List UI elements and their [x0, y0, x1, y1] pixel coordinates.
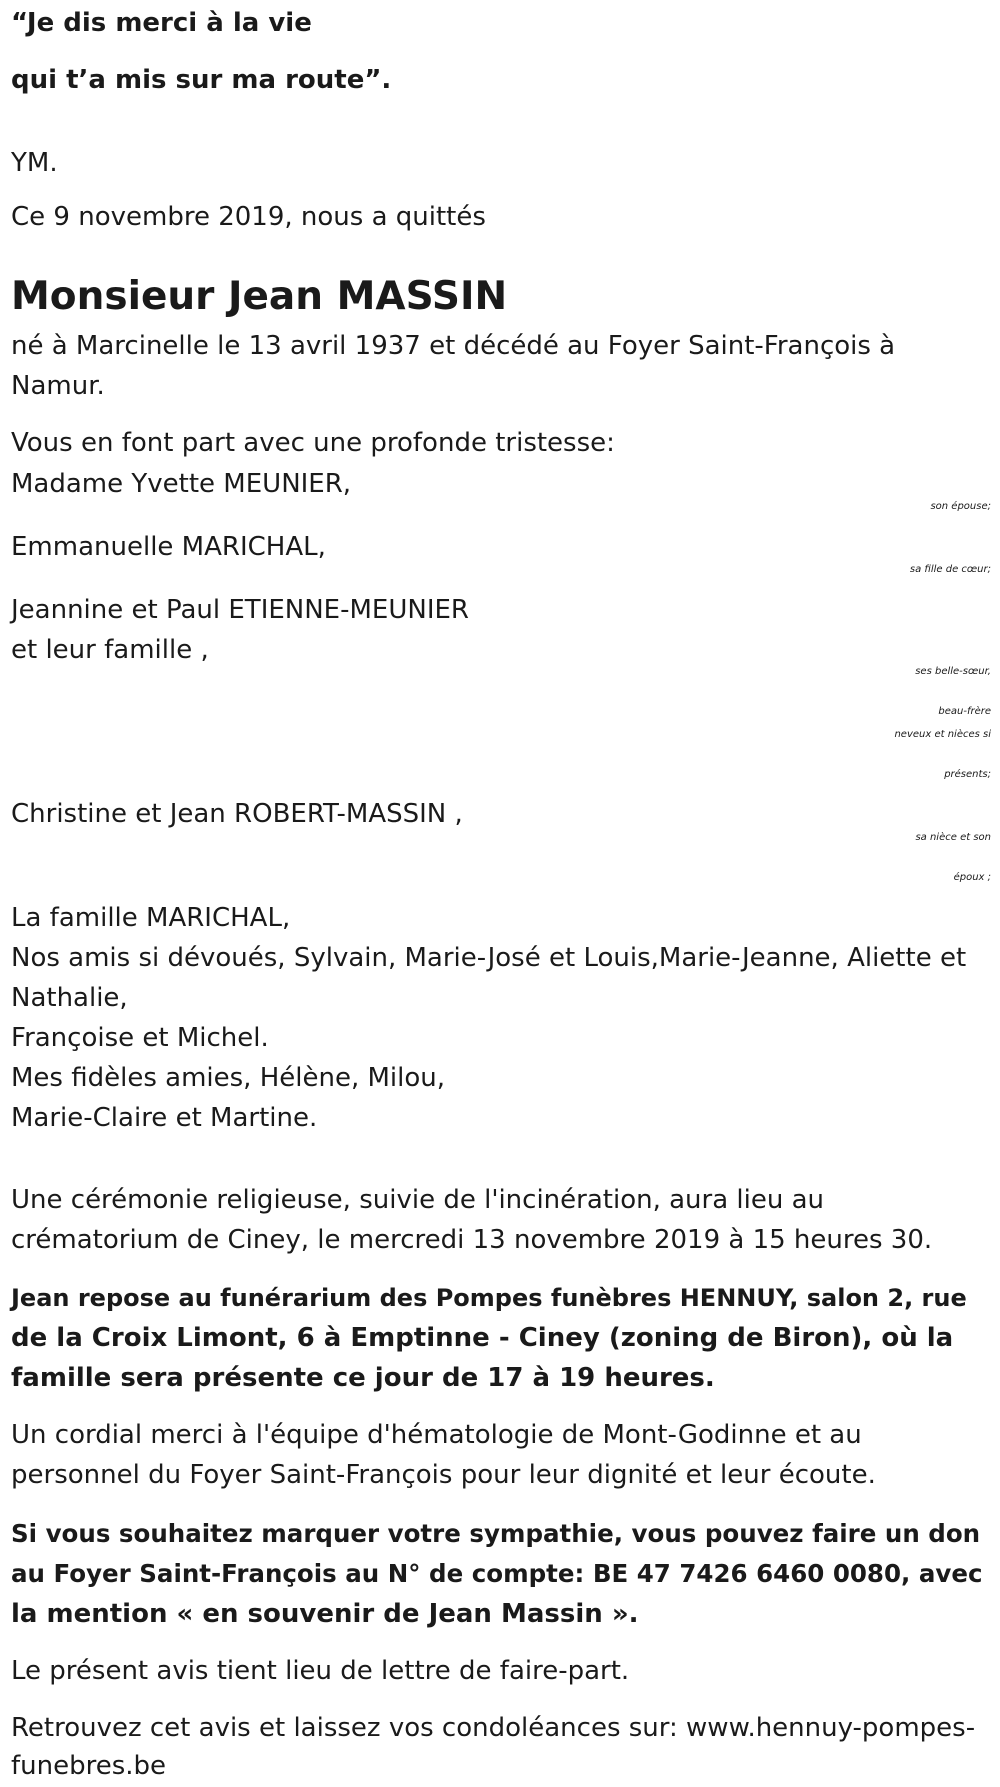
condolences-line-1: Retrouvez cet avis et laissez vos condoléances sur: www.hennuy-pompes-: [11, 1713, 976, 1743]
family-line-3: Nathalie,: [11, 983, 128, 1013]
donation-line-1: Si vous souhaitez marquer votre sympathie, vous pouvez faire un don: [11, 1519, 981, 1548]
condolences-line-2: funebres.be: [11, 1751, 167, 1781]
family-line-2: Nos amis si dévoués, Sylvain, Marie-José et Louis,Marie-Jeanne, Aliette et: [11, 943, 967, 973]
thanks-line-1: Un cordial merci à l'équipe d'hématologie de Mont-Godinne et au: [11, 1420, 862, 1450]
niece-relation-1: sa nièce et son: [915, 832, 991, 843]
family-line-5: Mes fidèles amies, Hélène, Milou,: [11, 1063, 446, 1093]
funerarium-line-3: famille sera présente ce jour de 17 à 19 heures.: [11, 1363, 715, 1393]
deceased-name: Monsieur Jean MASSIN: [11, 274, 508, 319]
quote-author: YM.: [11, 148, 58, 178]
family-line-4: Françoise et Michel.: [11, 1023, 269, 1053]
inlaws-relation-3: neveux et nièces si: [894, 729, 991, 740]
quote-line-2: qui t’a mis sur ma route”.: [11, 65, 392, 95]
spouse-name: Madame Yvette MEUNIER,: [11, 469, 352, 499]
funerarium-line-2: de la Croix Limont, 6 à Emptinne - Ciney (zoning de Biron), où la: [11, 1323, 954, 1353]
announcement-text: Vous en font part avec une profonde tristesse:: [11, 428, 615, 458]
thanks-line-2: personnel du Foyer Saint-François pour leur dignité et leur écoute.: [11, 1460, 876, 1490]
donation-line-3: la mention « en souvenir de Jean Massin ».: [11, 1599, 639, 1629]
intro-text: Ce 9 novembre 2019, nous a quittés: [11, 202, 486, 232]
spouse-relation: son épouse;: [930, 501, 991, 512]
inlaws-family: et leur famille ,: [11, 635, 209, 665]
donation-line-2: au Foyer Saint-François au N° de compte: BE 47 7426 6460 0080, avec: [11, 1559, 983, 1588]
ceremony-line-2: crématorium de Ciney, le mercredi 13 novembre 2019 à 15 heures 30.: [11, 1225, 933, 1255]
birth-death-line-1: né à Marcinelle le 13 avril 1937 et décédé au Foyer Saint-François à: [11, 331, 896, 361]
inlaws-relation-4: présents;: [944, 769, 991, 780]
family-line-1: La famille MARICHAL,: [11, 903, 291, 933]
daughter-relation: sa fille de cœur;: [909, 564, 991, 575]
inlaws-name: Jeannine et Paul ETIENNE-MEUNIER: [11, 595, 469, 625]
funerarium-line-1: Jean repose au funérarium des Pompes funèbres HENNUY, salon 2, rue: [11, 1284, 967, 1312]
niece-relation-2: époux ;: [953, 872, 991, 883]
inlaws-relation-2: beau-frère: [938, 706, 991, 717]
birth-death-line-2: Namur.: [11, 371, 105, 401]
daughter-name: Emmanuelle MARICHAL,: [11, 532, 326, 562]
ceremony-line-1: Une cérémonie religieuse, suivie de l'incinération, aura lieu au: [11, 1185, 825, 1215]
inlaws-relation-1: ses belle-sœur,: [915, 666, 991, 677]
family-line-6: Marie-Claire et Martine.: [11, 1103, 318, 1133]
quote-line-1: “Je dis merci à la vie: [11, 8, 312, 38]
niece-name: Christine et Jean ROBERT-MASSIN ,: [11, 799, 463, 829]
notice-text: Le présent avis tient lieu de lettre de faire-part.: [11, 1656, 630, 1686]
